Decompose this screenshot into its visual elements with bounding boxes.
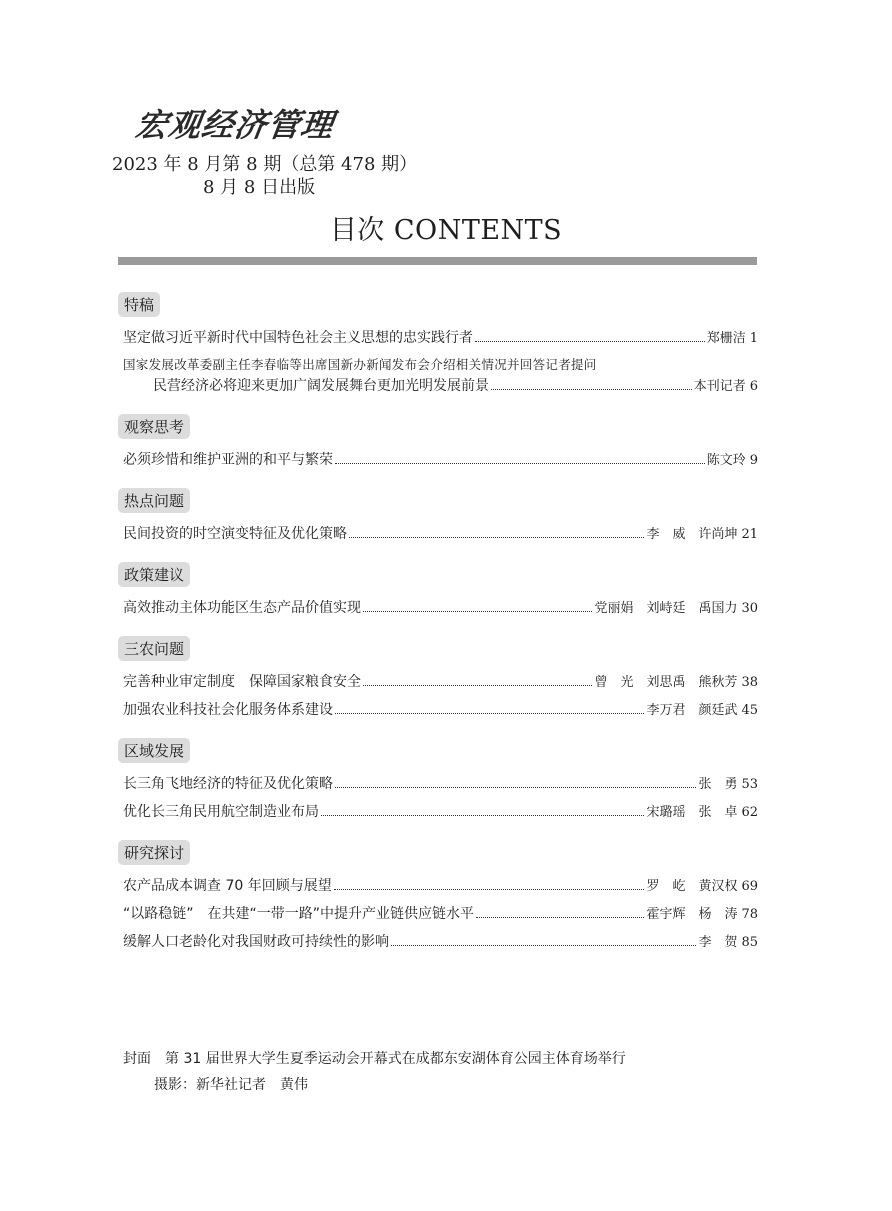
title-divider [118, 257, 757, 265]
article-author: 本刊记者 [693, 379, 746, 394]
article-author: 罗 屹 黄汉权 [646, 879, 738, 894]
article-kicker: 国家发展改革委副主任李春临等出席国新办新闻发布会介绍相关情况并回答记者提问 [123, 357, 597, 372]
article-author: 宋璐瑶 张 卓 [646, 805, 738, 820]
section-label: 研究探讨 [118, 840, 190, 865]
section-label: 观察思考 [118, 414, 190, 439]
toc-entry[interactable] [118, 931, 758, 954]
article-title: 农产品成本调查 70 年回顾与展望 [123, 878, 332, 894]
page-number: 69 [741, 879, 758, 894]
article-author: 李万君 颜廷武 [646, 703, 738, 718]
leader-dots [363, 611, 592, 612]
toc-section [118, 738, 758, 824]
article-title: 高效推动主体功能区生态产品价值实现 [123, 600, 361, 616]
page-number: 85 [741, 935, 758, 950]
article-author: 李 威 许尚坤 [646, 527, 738, 542]
article-title: 坚定做习近平新时代中国特色社会主义思想的忠实践行者 [123, 330, 473, 346]
leader-dots [491, 389, 692, 390]
issue-number: 2023 年 8 月第 8 期（总第 478 期） [112, 154, 418, 175]
toc-entry[interactable] [118, 671, 758, 694]
toc-title: 目次 CONTENTS [329, 215, 563, 246]
toc-section [118, 636, 758, 722]
article-author: 曾 光 刘思禹 熊秋芳 [594, 675, 738, 690]
article-title: 必须珍惜和维护亚洲的和平与繁荣 [123, 452, 333, 468]
article-title: 完善种业审定制度 保障国家粮食安全 [123, 674, 361, 690]
article-title: 民营经济必将迎来更加广阔发展舞台更加光明发展前景 [153, 378, 489, 394]
article-author: 郑栅洁 [706, 331, 746, 346]
page-number: 9 [749, 453, 758, 468]
article-title: 长三角飞地经济的特征及优化策略 [123, 776, 333, 792]
leader-dots [476, 917, 644, 918]
article-title: 缓解人口老龄化对我国财政可持续性的影响 [123, 934, 389, 950]
toc-entry[interactable] [118, 597, 758, 620]
article-author: 李 贺 [698, 935, 738, 950]
article-author: 张 勇 [698, 777, 738, 792]
toc-section [118, 488, 758, 546]
toc-section [118, 562, 758, 620]
article-author: 党丽娟 刘峙廷 禹国力 [594, 601, 738, 616]
toc-entry[interactable] [118, 903, 758, 926]
section-label: 特稿 [118, 292, 160, 317]
section-label: 政策建议 [118, 562, 190, 587]
toc-entry[interactable] [118, 327, 758, 350]
article-title: 民间投资的时空演变特征及优化策略 [123, 526, 347, 542]
article-author: 霍宇辉 杨 涛 [646, 907, 738, 922]
toc-entry[interactable] [118, 375, 758, 398]
article-author: 陈文玲 [706, 453, 746, 468]
article-title: 优化长三角民用航空制造业布局 [123, 804, 319, 820]
section-label: 三农问题 [118, 636, 190, 661]
page-number: 62 [741, 805, 758, 820]
toc-entry[interactable] [118, 875, 758, 898]
page-number: 6 [749, 379, 758, 394]
photo-credit: 摄影：新华社记者 黄伟 [154, 1077, 308, 1093]
section-label: 区域发展 [118, 738, 190, 763]
page-number: 45 [741, 703, 758, 718]
toc-entry[interactable] [118, 801, 758, 824]
leader-dots [475, 341, 705, 342]
article-title: “以路稳链” 在共建“一带一路”中提升产业链供应链水平 [123, 906, 475, 922]
toc-entry[interactable] [118, 449, 758, 472]
leader-dots [335, 463, 705, 464]
publication-date: 8 月 8 日出版 [203, 177, 316, 198]
toc-entry[interactable] [118, 773, 758, 796]
cover-label: 封面 [123, 1051, 151, 1067]
cover-description: 第 31 届世界大学生夏季运动会开幕式在成都东安湖体育公园主体育场举行 [165, 1051, 626, 1067]
table-of-contents [118, 292, 758, 970]
page-number: 78 [741, 907, 758, 922]
leader-dots [335, 787, 696, 788]
leader-dots [363, 685, 592, 686]
leader-dots [321, 815, 644, 816]
toc-section [118, 840, 758, 954]
article-title: 加强农业科技社会化服务体系建设 [123, 702, 333, 718]
journal-masthead: 宏观经济管理 [133, 106, 337, 144]
toc-section [118, 414, 758, 472]
section-label: 热点问题 [118, 488, 190, 513]
cover-caption [123, 1046, 626, 1098]
leader-dots [391, 945, 696, 946]
leader-dots [335, 713, 644, 714]
toc-entry[interactable] [118, 523, 758, 546]
page-number: 21 [741, 527, 758, 542]
leader-dots [334, 889, 645, 890]
toc-entry[interactable] [118, 699, 758, 722]
page-number: 38 [741, 675, 758, 690]
page-number: 53 [741, 777, 758, 792]
page-number: 1 [749, 331, 758, 346]
page-number: 30 [741, 601, 758, 616]
toc-section [118, 292, 758, 398]
leader-dots [349, 537, 644, 538]
